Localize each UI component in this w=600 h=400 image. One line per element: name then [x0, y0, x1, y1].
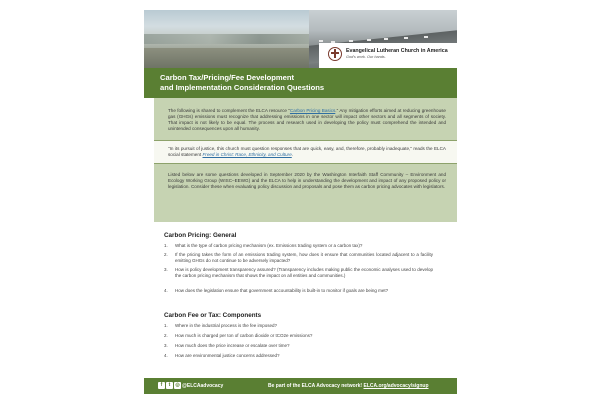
title-bar [144, 68, 457, 98]
instagram-icon[interactable]: ◎ [175, 382, 180, 388]
facebook-icon[interactable]: f [158, 382, 165, 389]
section-heading-components: Carbon Fee or Tax: Components [164, 312, 262, 319]
intro-paragraph: The following is shared to complement the ELCA resource "Carbon Pricing Basics." Any mitigation efforts aimed at reducing greenhouse gas (GHGs) emissions must recognize that addressing emissions in one sector will impact other sectors and all segments of society. That impact is not likely to be equal. The process and research used in developing the policy must comprehend the intended and unintended consequences upon all humanity. [168, 108, 446, 131]
signup-link[interactable]: ELCA.org/advocacy/signup [363, 383, 429, 389]
freed-in-christ-link[interactable]: Freed in Christ: Race, Ethnicity, and Culture [202, 152, 292, 157]
quote-paragraph: "In its pursuit of justice, this church must question responses that are quick, easy, and, therefore, probably inadequate," reads the ELCA social statement Freed in Christ: Race, Ethnicity, and Culture. [168, 146, 446, 157]
document-title: Carbon Tax/Pricing/Fee Development and Implementation Consideration Questions [160, 73, 325, 92]
carbon-pricing-basics-link[interactable]: Carbon Pricing Basics [289, 108, 336, 113]
signup-callout: Be part of the ELCA Advocacy network! ELCA.org/advocacy/signup [268, 383, 429, 389]
org-name: Evangelical Lutheran Church in America [346, 48, 448, 54]
landscape-photo [144, 10, 309, 68]
document-page: Evangelical Lutheran Church in America God's work. Our hands. Carbon Tax/Pricing/Fee Development and Implementation Consideration Questions The following is shared to complement the ELCA resource "Carbon Pricing Basics." Any mitigation efforts aimed at reducing greenhouse gas (GHGs) emissions must recognize that addressing emissions in one sector will impact other sectors and all segments of society. That impact is not likely to be equal. The process and research used in developing the policy must comprehend the intended and unintended consequences upon all humanity. "In its pursuit of justice, this church must question responses that are quick, easy, and, therefore, probably inadequate," reads the ELCA social statement Freed in Christ: Race, Ethnicity, and Culture. Listed below are some questions developed in September 2020 by the Washington Interfaith Staff Community – Environment and Ecology Working Group (WISC–EEWG) and the ELCA to help in understanding the development and impact of any proposed policy or legislation. Consider these when evaluating policy discussion and proposals and pose them as carbon pricing advocates with legislators. Carbon Pricing: General 1. What is the type of carbon pricing mechanism (ex. Emissions trading system or a carbon tax)? 2. If the pricing takes the form of an emissions trading system, how does it ensure that communities located adjacent to a facility emitting GHGs do not continue to be adversely impacted? 3. How is policy development transparency assured? (Transparency includes making public the economic analyses used to develop the carbon pricing mechanism that shows the impact on all entities and communities.) 4. How does the legislation ensure that government accountability is built-in to monitor if goals are being met? Carbon Fee or Tax: Components 1. Where in the industrial process is the fee imposed? 2. How much is charged per ton of carbon dioxide or tCO2e emissions? 3. How much does the price increase or escalate over time? 4. How are environmental justice concerns addressed? f t ◎ @ELCAadvocacy Be part of the ELCA Advocacy network! ELCA.org/advocacy/signup [144, 10, 457, 394]
intro-block [154, 98, 457, 222]
section-heading-general: Carbon Pricing: General [164, 232, 237, 239]
twitter-icon[interactable]: t [166, 382, 173, 389]
social-handle[interactable]: @ELCAadvocacy [182, 383, 224, 389]
quote-box [154, 140, 457, 164]
header-photo-banner [144, 10, 457, 68]
elca-cross-icon [328, 47, 342, 61]
context-paragraph: Listed below are some questions developed in September 2020 by the Washington Interfaith Staff Community – Environment and Ecology Working Group (WISC–EEWG) and the ELCA to help in understanding the development and impact of any proposed policy or legislation. Consider these when evaluating policy discussion and proposals and pose them as carbon pricing advocates with legislators. [168, 172, 446, 189]
elca-logo[interactable] [319, 43, 457, 68]
org-tagline: God's work. Our hands. [346, 55, 386, 59]
footer-bar [144, 378, 457, 394]
